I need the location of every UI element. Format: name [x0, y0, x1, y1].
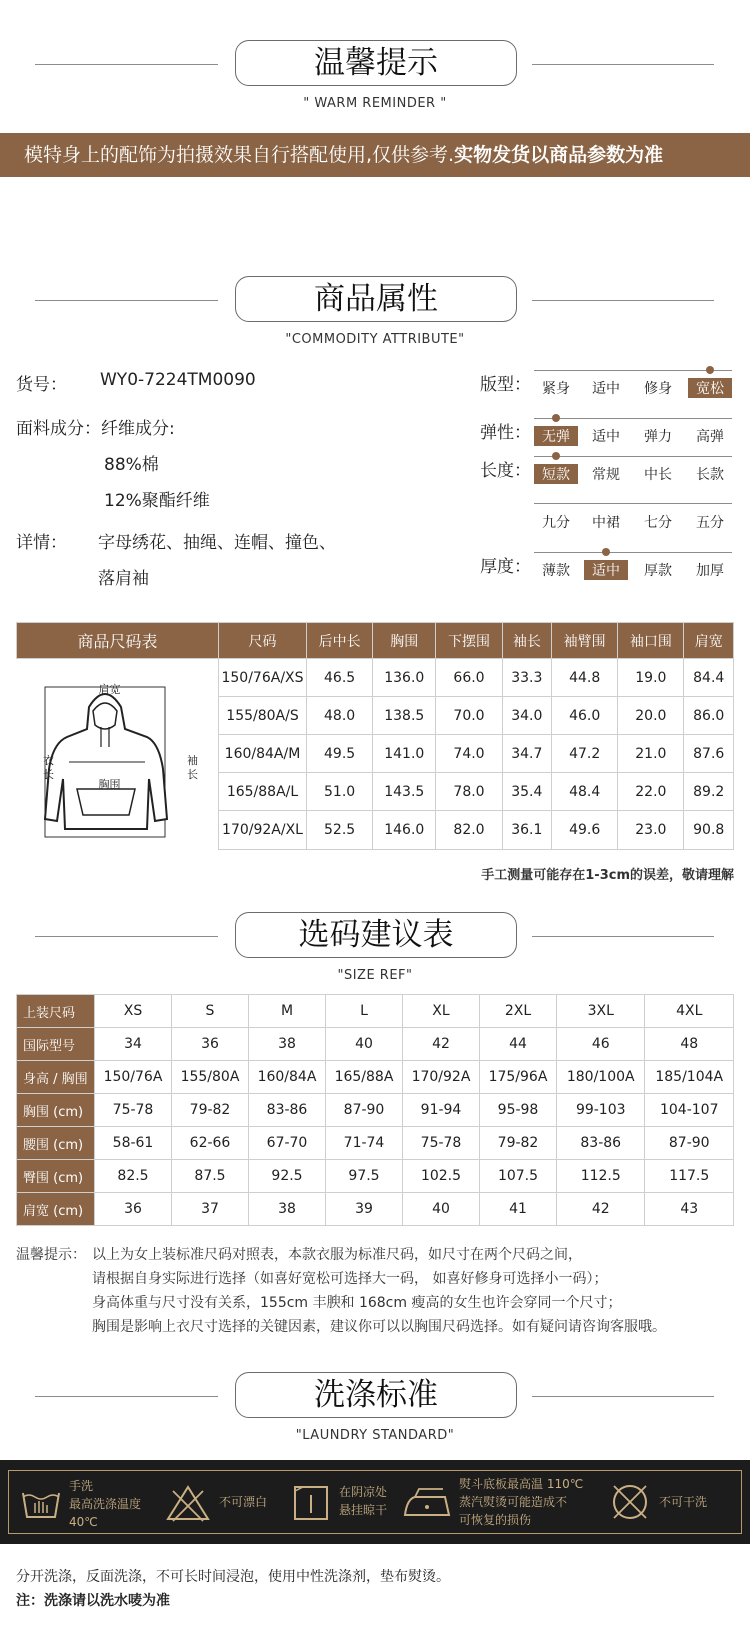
table-cell: 4XL — [645, 995, 734, 1028]
table-header: 尺码 — [219, 623, 307, 659]
table-cell: 23.0 — [618, 811, 684, 849]
laundry-line: 熨斗底板最高温 110℃ — [459, 1477, 584, 1491]
table-cell: 40 — [326, 1028, 403, 1061]
table-cell: 79-82 — [480, 1127, 557, 1160]
sku-value: WY0-7224TM0090 — [100, 370, 256, 390]
fabric-line-1: 88%棉 — [104, 455, 159, 475]
table-cell: 71-74 — [326, 1127, 403, 1160]
table-cell: 165/88A — [326, 1061, 403, 1094]
size-ref-header — [0, 912, 750, 1002]
table-cell: 70.0 — [436, 697, 502, 735]
divider-line — [35, 64, 218, 65]
table-cell: 95-98 — [480, 1094, 557, 1127]
table-cell: 82.5 — [95, 1160, 172, 1193]
laundry-line: 40℃ — [69, 1515, 98, 1529]
table-cell: 87.5 — [172, 1160, 249, 1193]
section-title: 商品属性 — [235, 276, 517, 322]
table-cell: 48.0 — [307, 697, 373, 735]
row-header: 腰围 (cm) — [17, 1127, 95, 1160]
section-title: 选码建议表 — [235, 912, 517, 958]
table-cell: 48 — [645, 1028, 734, 1061]
divider-line — [534, 418, 732, 419]
divider-line — [35, 300, 218, 301]
laundry-footer-note: 注：洗涤请以洗水唛为准 — [16, 1593, 170, 1609]
table-cell: 87-90 — [645, 1127, 734, 1160]
warm-reminder-header — [0, 40, 750, 130]
table-cell: 75-78 — [403, 1127, 480, 1160]
section-subtitle: "LAUNDRY STANDARD" — [295, 1428, 455, 1443]
divider-line — [534, 503, 732, 504]
table-cell: 87-90 — [326, 1094, 403, 1127]
table-cell: 21.0 — [618, 735, 684, 773]
table-cell: 38 — [249, 1193, 326, 1226]
selected-dot — [552, 414, 560, 422]
laundry-line: 最高洗涤温度 — [69, 1497, 142, 1511]
section-title: 温馨提示 — [235, 40, 517, 86]
length-option: 中长 — [644, 467, 672, 483]
table-cell: 143.5 — [373, 773, 436, 811]
table-cell: M — [249, 995, 326, 1028]
table-cell: 84.4 — [684, 659, 734, 697]
table-cell: 62-66 — [172, 1127, 249, 1160]
table-row — [17, 659, 734, 697]
table-cell: 43 — [645, 1193, 734, 1226]
measurement-note: 手工测量可能存在1-3cm的误差，敬请理解 — [481, 868, 734, 883]
table-cell: 155/80A/S — [219, 697, 307, 735]
divider-line — [35, 1396, 218, 1397]
table-cell: 36.1 — [502, 811, 552, 849]
no-bleach-icon — [165, 1483, 211, 1523]
selected-dot — [602, 548, 610, 556]
table-cell: 141.0 — [373, 735, 436, 773]
table-cell: 41 — [480, 1193, 557, 1226]
table-cell: 136.0 — [373, 659, 436, 697]
fabric-line-2: 12%聚酯纤维 — [104, 491, 210, 511]
fit-label: 版型： — [480, 375, 531, 395]
detail-label: 详情： — [16, 533, 67, 553]
table-cell: 67-70 — [249, 1127, 326, 1160]
table-cell: 117.5 — [645, 1160, 734, 1193]
selected-dot — [706, 366, 714, 374]
table-cell: 51.0 — [307, 773, 373, 811]
sku-label: 货号： — [16, 375, 67, 395]
table-row — [17, 1127, 734, 1160]
table-cell: S — [172, 995, 249, 1028]
table-cell: 33.3 — [502, 659, 552, 697]
row-header: 身高 / 胸围 — [17, 1061, 95, 1094]
table-cell: 44.8 — [552, 659, 618, 697]
divider-line — [534, 456, 732, 457]
row-header: 肩宽 (cm) — [17, 1193, 95, 1226]
table-cell: 75-78 — [95, 1094, 172, 1127]
divider-line — [532, 64, 714, 65]
length-option: 七分 — [644, 515, 672, 531]
banner-text: 模特身上的配饰为拍摄效果自行搭配使用,仅供参考. — [24, 144, 455, 166]
table-header: 商品尺码表 — [17, 623, 219, 659]
table-cell: 102.5 — [403, 1160, 480, 1193]
table-cell: 165/88A/L — [219, 773, 307, 811]
table-cell: 36 — [172, 1028, 249, 1061]
section-subtitle: " WARM REMINDER " — [303, 96, 447, 111]
table-row — [17, 1028, 734, 1061]
table-cell: 86.0 — [684, 697, 734, 735]
table-cell: 3XL — [557, 995, 645, 1028]
divider-line — [534, 370, 732, 371]
table-cell: 112.5 — [557, 1160, 645, 1193]
elastic-option: 弹力 — [644, 429, 672, 445]
table-cell: 47.2 — [552, 735, 618, 773]
divider-line — [532, 1396, 714, 1397]
thickness-option: 厚款 — [644, 563, 672, 579]
table-cell: 34.7 — [502, 735, 552, 773]
sleeve-label: 袖长 — [187, 754, 198, 781]
table-cell: 160/84A/M — [219, 735, 307, 773]
table-cell: 90.8 — [684, 811, 734, 849]
tips-line: 请根据自身实际进行选择（如喜好宽松可选择大一码， 如喜好修身可选择小一码）； — [92, 1271, 608, 1287]
thickness-option: 薄款 — [542, 563, 570, 579]
row-header: 国际型号 — [17, 1028, 95, 1061]
laundry-footer: 分开洗涤，反面洗涤，不可长时间浸泡，使用中性洗涤剂，垫布熨烫。 — [16, 1569, 450, 1585]
row-header: 上装尺码 — [17, 995, 95, 1028]
table-cell: 91-94 — [403, 1094, 480, 1127]
laundry-text — [69, 1477, 141, 1531]
table-cell: 175/96A — [480, 1061, 557, 1094]
table-cell: 44 — [480, 1028, 557, 1061]
table-cell: 19.0 — [618, 659, 684, 697]
table-cell: 22.0 — [618, 773, 684, 811]
tips-line: 身高体重与尺寸没有关系，155cm 丰腴和 168cm 瘦高的女生也许会穿同一个尺寸； — [92, 1295, 622, 1311]
laundry-header — [0, 1372, 750, 1462]
length-option: 常规 — [592, 467, 620, 483]
length-option-selected: 短款 — [534, 464, 578, 484]
table-row — [17, 995, 734, 1028]
chest-label: 胸围 — [98, 778, 121, 791]
table-header: 后中长 — [307, 623, 373, 659]
table-cell: 79-82 — [172, 1094, 249, 1127]
divider-line — [35, 936, 218, 937]
laundry-line: 手洗 — [69, 1479, 94, 1493]
table-cell: 83-86 — [557, 1127, 645, 1160]
length-label: 长度： — [480, 461, 531, 481]
table-cell: 36 — [95, 1193, 172, 1226]
thickness-option: 加厚 — [696, 563, 724, 579]
detail-line-2: 落肩袖 — [98, 569, 149, 589]
fit-option: 紧身 — [542, 381, 570, 397]
length-option: 五分 — [696, 515, 724, 531]
section-title: 洗涤标准 — [235, 1372, 517, 1418]
fit-option: 适中 — [592, 381, 620, 397]
thickness-option-selected: 适中 — [584, 560, 628, 580]
table-cell: 58-61 — [95, 1127, 172, 1160]
table-cell: 83-86 — [249, 1094, 326, 1127]
laundry-line: 在阴凉处 — [339, 1485, 388, 1499]
laundry-text: 不可漂白 — [219, 1495, 268, 1509]
table-row — [17, 1193, 734, 1226]
table-cell: 78.0 — [436, 773, 502, 811]
tips-line: 以上为女上装标准尺码对照表，本款衣服为标准尺码，如尺寸在两个尺码之间， — [92, 1247, 582, 1263]
table-cell: 170/92A/XL — [219, 811, 307, 849]
laundry-line: 蒸汽熨烫可能造成不 — [459, 1495, 568, 1509]
table-cell: 2XL — [480, 995, 557, 1028]
elastic-option-selected: 无弹 — [534, 426, 578, 446]
table-cell: 20.0 — [618, 697, 684, 735]
table-header: 袖臂围 — [552, 623, 618, 659]
table-row — [17, 1061, 734, 1094]
table-cell: 89.2 — [684, 773, 734, 811]
table-cell: 37 — [172, 1193, 249, 1226]
table-cell: 34 — [95, 1028, 172, 1061]
fabric-label: 面料成分：纤维成分: — [16, 419, 175, 439]
length-option: 中裙 — [592, 515, 620, 531]
table-header: 下摆围 — [436, 623, 502, 659]
table-cell: 46 — [557, 1028, 645, 1061]
laundry-symbols-bar — [0, 1460, 750, 1544]
laundry-text — [339, 1483, 387, 1519]
garment-diagram — [17, 659, 219, 850]
table-header: 肩宽 — [684, 623, 734, 659]
iron-icon — [401, 1483, 453, 1523]
shoulder-label: 肩宽 — [98, 683, 121, 696]
table-cell: 35.4 — [502, 773, 552, 811]
table-cell: 82.0 — [436, 811, 502, 849]
table-cell: 74.0 — [436, 735, 502, 773]
divider-line — [534, 552, 732, 553]
thickness-label: 厚度： — [480, 557, 531, 577]
commodity-attribute-header — [0, 276, 750, 366]
size-table — [16, 622, 734, 850]
elastic-option: 高弹 — [696, 429, 724, 445]
section-subtitle: "COMMODITY ATTRIBUTE" — [285, 332, 465, 347]
table-header: 袖口围 — [618, 623, 684, 659]
laundry-frame — [8, 1470, 742, 1534]
table-cell: 138.5 — [373, 697, 436, 735]
table-cell: 170/92A — [403, 1061, 480, 1094]
row-header: 臀围 (cm) — [17, 1160, 95, 1193]
table-cell: 180/100A — [557, 1061, 645, 1094]
detail-line-1: 字母绣花、抽绳、连帽、撞色、 — [98, 533, 336, 553]
table-cell: 107.5 — [480, 1160, 557, 1193]
table-cell: 104-107 — [645, 1094, 734, 1127]
line-dry-shade-icon — [291, 1483, 331, 1523]
table-row — [17, 1160, 734, 1193]
fit-option: 修身 — [644, 381, 672, 397]
size-ref-table — [16, 994, 734, 1226]
laundry-line: 悬挂晾干 — [339, 1503, 388, 1517]
table-cell: 38 — [249, 1028, 326, 1061]
table-cell: 160/84A — [249, 1061, 326, 1094]
tips-line: 胸围是影响上衣尺寸选择的关键因素，建议你可以以胸围尺码选择。如有疑问请咨询客服哦。 — [92, 1319, 666, 1335]
length-label: 衣长 — [43, 754, 54, 781]
table-cell: 49.6 — [552, 811, 618, 849]
no-dry-clean-icon — [609, 1481, 651, 1523]
length-option: 九分 — [542, 515, 570, 531]
table-cell: 87.6 — [684, 735, 734, 773]
table-cell: 48.4 — [552, 773, 618, 811]
table-cell: 150/76A — [95, 1061, 172, 1094]
table-cell: 40 — [403, 1193, 480, 1226]
length-option: 长款 — [696, 467, 724, 483]
table-cell: 185/104A — [645, 1061, 734, 1094]
table-cell: 42 — [403, 1028, 480, 1061]
table-cell: 52.5 — [307, 811, 373, 849]
table-cell: 155/80A — [172, 1061, 249, 1094]
row-header: 胸围 (cm) — [17, 1094, 95, 1127]
laundry-text: 不可干洗 — [659, 1495, 708, 1509]
table-cell: 42 — [557, 1193, 645, 1226]
fit-option-selected: 宽松 — [688, 378, 732, 398]
selected-dot — [552, 452, 560, 460]
tips-label: 温馨提示： — [16, 1247, 86, 1263]
table-cell: 66.0 — [436, 659, 502, 697]
elastic-option: 适中 — [592, 429, 620, 445]
table-cell: 46.0 — [552, 697, 618, 735]
banner-bold-text: 实物发货以商品参数为准 — [454, 144, 664, 166]
reminder-banner — [0, 133, 750, 177]
table-cell: 99-103 — [557, 1094, 645, 1127]
table-cell: 146.0 — [373, 811, 436, 849]
table-header: 胸围 — [373, 623, 436, 659]
table-cell: XL — [403, 995, 480, 1028]
table-cell: L — [326, 995, 403, 1028]
table-cell: 97.5 — [326, 1160, 403, 1193]
table-cell: XS — [95, 995, 172, 1028]
table-cell: 92.5 — [249, 1160, 326, 1193]
hand-wash-icon — [19, 1483, 63, 1523]
divider-line — [532, 300, 714, 301]
laundry-text — [459, 1475, 583, 1529]
table-cell: 150/76A/XS — [219, 659, 307, 697]
elastic-label: 弹性： — [480, 423, 531, 443]
table-cell: 49.5 — [307, 735, 373, 773]
table-header: 袖长 — [502, 623, 552, 659]
divider-line — [532, 936, 714, 937]
table-cell: 34.0 — [502, 697, 552, 735]
laundry-line: 可恢复的损伤 — [459, 1513, 532, 1527]
table-cell: 46.5 — [307, 659, 373, 697]
section-subtitle: "SIZE REF" — [337, 968, 413, 983]
table-cell: 39 — [326, 1193, 403, 1226]
table-row — [17, 1094, 734, 1127]
